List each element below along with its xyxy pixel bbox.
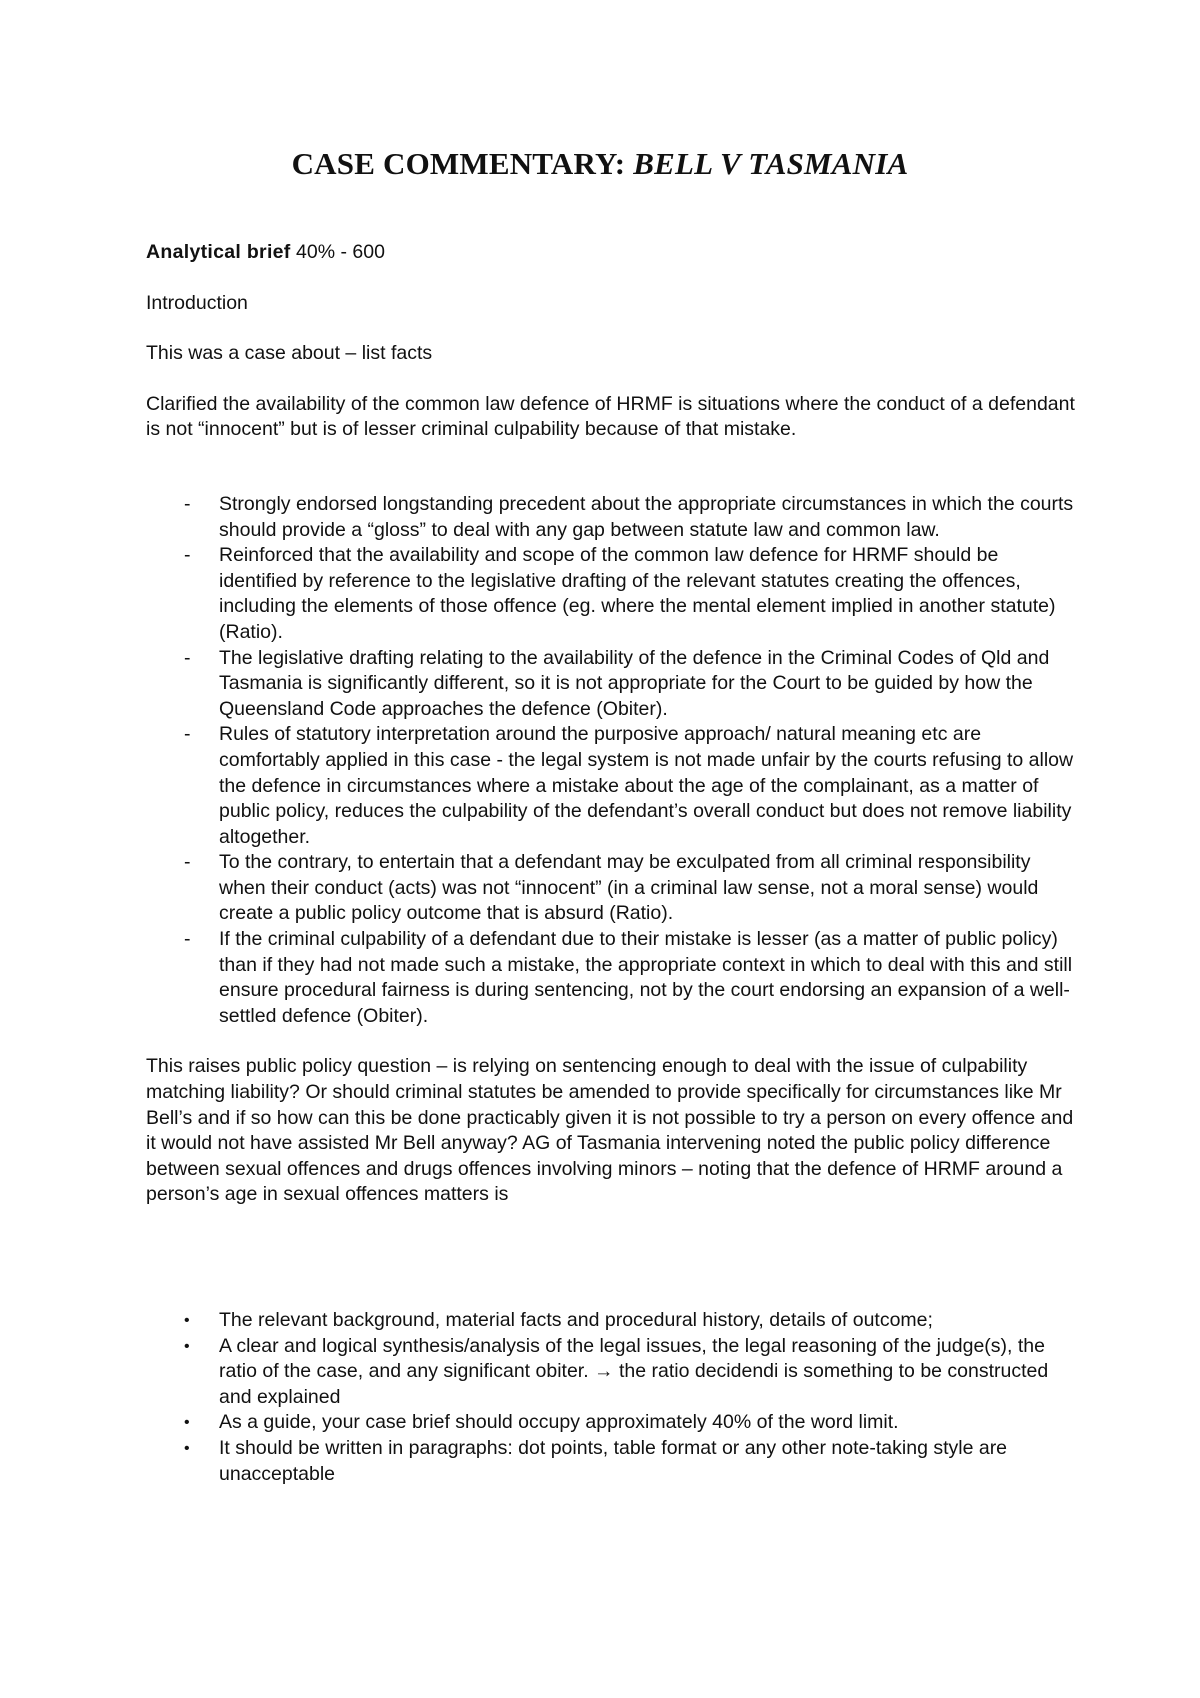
dash-marker: - <box>184 723 191 746</box>
clarified-paragraph: Clarified the availability of the common law defence of HRMF is situations where the conduct of a defendant is not “innocent” but is of lesser criminal culpability because of that mistake. <box>146 392 1075 441</box>
document-body <box>146 240 1076 1487</box>
title-case-name: BELL V TASMANIA <box>633 146 909 181</box>
dash-point-text: Reinforced that the availability and scope of the common law defence for HRMF should be identified by reference to the legislative drafting of the relevant statutes creating the offences, including the elements of those offence (eg. where the mental element implied in another statute) (Ratio). <box>219 544 1056 643</box>
bullet-point-text: As a guide, your case brief should occupy approximately 40% of the word limit. <box>219 1411 899 1434</box>
bullet-point-item <box>146 1436 1076 1487</box>
dash-point-text: The legislative drafting relating to the availability of the defence in the Criminal Codes of Qld and Tasmania is significantly different, so it is not appropriate for the Court to be guided by how the Queensland Code approaches the defence (Obiter). <box>219 646 1050 720</box>
case-about-paragraph: This was a case about – list facts <box>146 342 433 365</box>
bullet-point-text: A clear and logical synthesis/analysis of the legal issues, the legal reasoning of the judge(s), the ratio of the case, and any significant obiter. → the ratio decidendi is something to be constructed and explained <box>219 1334 1049 1408</box>
dash-point-text: Strongly endorsed longstanding precedent about the appropriate circumstances in which the courts should provide a “gloss” to deal with any gap between statute law and common law. <box>219 492 1074 541</box>
bullet-marker: • <box>184 1414 190 1432</box>
dash-point-item <box>146 927 1076 1029</box>
bullet-point-item <box>146 1410 1076 1436</box>
introduction-heading: Introduction <box>146 291 248 314</box>
dash-point-text: Rules of statutory interpretation around the purposive approach/ natural meaning etc are comfortably applied in this case - the legal system is not made unfair by the courts refusing to allow the defence in circumstances where a mistake about the age of the complainant, as a matter of public policy, reduces the culpability of the defendant’s overall conduct but does not remove liability altogether. <box>219 723 1074 848</box>
bullet-marker: • <box>184 1337 190 1355</box>
dash-point-text: If the criminal culpability of a defendant due to their mistake is lesser (as a matter of public policy) than if they had not made such a mistake, the appropriate context in which to deal with this and still ensure procedural fairness is during sentencing, not by the court endorsing an expansion of a well-settled defence (Obiter). <box>219 928 1073 1027</box>
dash-point-item <box>146 722 1076 850</box>
dash-point-item <box>146 850 1076 927</box>
bullet-point-text: The relevant background, material facts and procedural history, details of outcome; <box>219 1309 933 1331</box>
brief-detail: 40% - 600 <box>290 241 385 263</box>
dash-point-item <box>146 646 1076 723</box>
dash-marker: - <box>184 544 191 567</box>
bullet-marker: • <box>184 1439 190 1457</box>
dash-marker: - <box>184 851 191 874</box>
policy-paragraph: This raises public policy question – is relying on sentencing enough to deal with the issue of culpability matching liability? Or should criminal statutes be amended to provide specifically for circumstances like Mr Bell’s and if so how can this be done practicably given it is not possible to try a person on every offence and it would not have assisted Mr Bell anyway? AG of Tasmania intervening noted the public policy difference between sexual offences and drugs offences involving minors – noting that the defence of HRMF around a person’s age in sexual offences matters is <box>146 1055 1074 1206</box>
bullet-marker: • <box>184 1312 190 1329</box>
title-prefix: CASE COMMENTARY: <box>291 146 634 181</box>
bullet-point-item <box>146 1308 1076 1334</box>
dash-marker: - <box>184 928 191 951</box>
dash-point-text: To the contrary, to entertain that a defendant may be exculpated from all criminal responsibility when their conduct (acts) was not “innocent” (in a criminal law sense, not a moral sense) would create a public policy outcome that is absurd (Ratio). <box>219 851 1039 925</box>
page-title <box>0 146 1200 182</box>
brief-label: Analytical brief <box>146 241 291 263</box>
dash-marker: - <box>184 646 191 669</box>
dash-marker: - <box>184 492 191 515</box>
bullet-point-list <box>146 1308 1076 1487</box>
bullet-point-item <box>146 1334 1076 1411</box>
dash-point-item <box>146 492 1076 543</box>
dash-point-item <box>146 543 1076 645</box>
bullet-point-text: It should be written in paragraphs: dot points, table format or any other note-taking style are unacceptable <box>219 1436 1008 1485</box>
dash-point-list <box>146 492 1076 1029</box>
brief-line <box>146 240 1076 266</box>
